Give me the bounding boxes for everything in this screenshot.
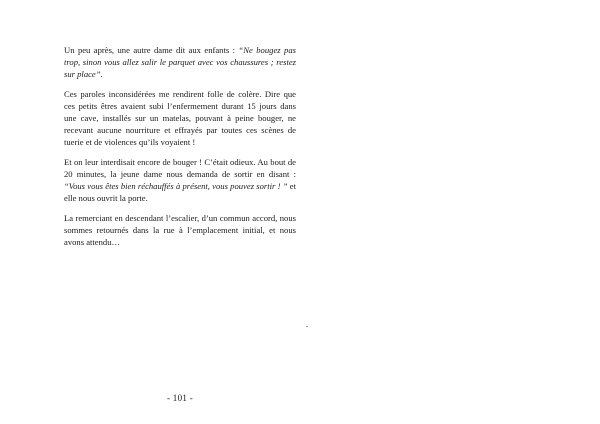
paragraph-4: La remerciant en descendant l’escalier, d’un commun accord, nous sommes retournés dans la rue à l’emplacement initial, et nous avons attendu… xyxy=(64,213,296,247)
paragraph-1-quote: “Ne bougez pas trop, sinon vous allez salir le parquet avec vos chaussures ; restez sur place” xyxy=(64,45,296,79)
paper-speck xyxy=(306,326,308,327)
body-text xyxy=(64,44,296,248)
page-number: - 101 - xyxy=(166,393,194,403)
paragraph-3-intro: Et on leur interdisait encore de bouger ! C’était odieux. Au bout de 20 minutes, la jeune dame nous demanda de sortir en disant : xyxy=(64,157,296,179)
paragraph-3 xyxy=(64,156,296,204)
paragraph-1-end: . xyxy=(100,69,103,79)
paragraph-1 xyxy=(64,44,296,80)
paragraph-2: Ces paroles inconsidérées me rendirent folle de colère. Dire que ces petits êtres avaient subi l’enfermement durant 15 jours dans une cave, installés sur un matelas, pouvant à peine bouger, ne recevant aucune nourriture et effrayés par toutes ces scènes de tuerie et de violences qu’ils voyaient ! xyxy=(64,89,296,147)
paragraph-3-quote: “Vous vous êtes bien réchauffés à présent, vous pouvez sortir ! ” xyxy=(64,181,288,191)
paragraph-3-end: et elle nous ouvrit la porte. xyxy=(64,181,296,203)
paragraph-1-intro: Un peu après, une autre dame dit aux enfants : xyxy=(64,45,239,55)
